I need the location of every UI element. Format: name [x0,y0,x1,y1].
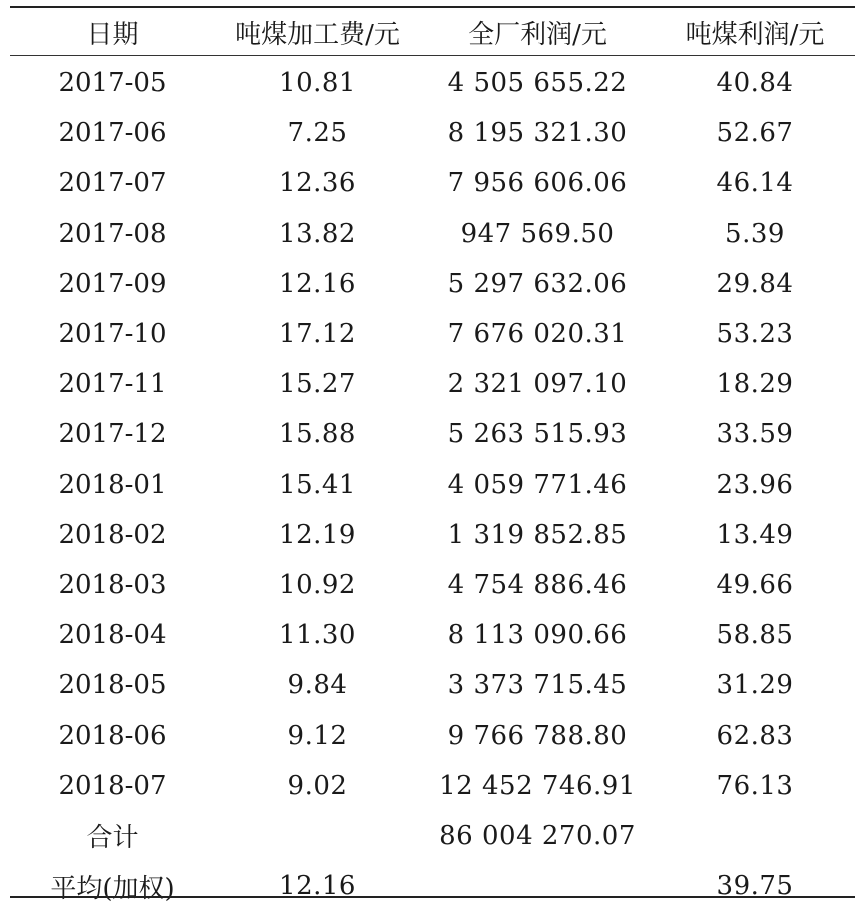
cell-plant-profit: 7 676 020.31 [447,319,628,350]
cell-plant-profit: 5 297 632.06 [447,268,628,299]
cell-processing-fee: 9.12 [287,720,348,751]
cell-processing-fee: 10.92 [279,569,356,600]
cell-plant-profit: 8 113 090.66 [447,620,628,651]
header-plant-profit: 全厂利润/元 [468,19,607,50]
cell-date: 平均(加权) [50,873,175,904]
header-profit-per-ton: 吨煤利润/元 [685,19,825,50]
cell-date: 2017-07 [58,168,167,199]
cell-date: 合计 [86,823,139,854]
cell-profit-per-ton: 5.39 [725,218,785,249]
cell-processing-fee: 12.36 [279,168,356,199]
cell-plant-profit: 8 195 321.30 [447,118,628,149]
cell-date: 2018-03 [58,569,167,600]
cell-plant-profit: 2 321 097.10 [447,369,628,400]
cell-processing-fee: 10.81 [279,68,356,99]
header-row [10,8,855,56]
cell-date: 2018-04 [58,620,167,651]
cell-processing-fee: 7.25 [287,118,348,149]
cell-processing-fee: 12.19 [279,519,356,550]
cell-plant-profit: 4 754 886.46 [447,569,628,600]
table-row [10,510,855,560]
profit-table [10,8,855,911]
header-date: 日期 [86,19,139,50]
cell-date: 2018-05 [58,670,167,701]
cell-plant-profit: 86 004 270.07 [439,820,636,851]
cell-date: 2017-05 [58,68,167,99]
table-row [10,108,855,158]
cell-profit-per-ton: 18.29 [716,369,794,400]
table-row [10,259,855,309]
cell-profit-per-ton: 39.75 [716,871,794,902]
cell-processing-fee: 12.16 [279,871,356,902]
cell-date: 2017-10 [58,319,167,350]
cell-processing-fee: 15.27 [279,369,356,400]
table-row [10,811,855,861]
table-row [10,56,855,108]
cell-profit-per-ton: 49.66 [716,569,794,600]
cell-plant-profit: 12 452 746.91 [439,770,636,801]
table-bottom-rule [10,896,855,898]
cell-plant-profit: 947 569.50 [460,218,615,249]
cell-processing-fee [215,811,420,861]
table-row [10,761,855,811]
cell-profit-per-ton: 53.23 [716,319,794,350]
table-row [10,660,855,710]
cell-date: 2018-07 [58,770,167,801]
cell-processing-fee: 9.02 [287,770,348,801]
cell-plant-profit: 5 263 515.93 [447,419,628,450]
table-row [10,710,855,760]
cell-processing-fee: 11.30 [279,620,356,651]
cell-profit-per-ton [655,811,855,861]
table-row [10,560,855,610]
cell-profit-per-ton: 62.83 [716,720,794,751]
table-row [10,460,855,510]
data-table-container [10,6,855,904]
cell-profit-per-ton: 52.67 [716,118,794,149]
cell-processing-fee: 12.16 [279,268,356,299]
cell-profit-per-ton: 33.59 [716,419,794,450]
cell-profit-per-ton: 29.84 [716,268,794,299]
table-body [10,56,855,911]
cell-date: 2018-01 [58,469,167,500]
cell-plant-profit: 3 373 715.45 [447,670,628,701]
table-row [10,409,855,459]
cell-processing-fee: 13.82 [279,218,356,249]
cell-date: 2017-08 [58,218,167,249]
cell-date: 2018-06 [58,720,167,751]
cell-date: 2017-12 [58,419,167,450]
cell-processing-fee: 15.41 [279,469,356,500]
cell-plant-profit: 4 059 771.46 [447,469,628,500]
table-row [10,359,855,409]
cell-plant-profit: 4 505 655.22 [447,68,628,99]
cell-profit-per-ton: 46.14 [716,168,794,199]
cell-date: 2017-11 [58,369,167,400]
cell-profit-per-ton: 58.85 [716,620,794,651]
cell-date: 2018-02 [58,519,167,550]
cell-profit-per-ton: 40.84 [716,68,794,99]
cell-profit-per-ton: 13.49 [716,519,794,550]
table-row [10,610,855,660]
cell-profit-per-ton: 31.29 [716,670,794,701]
cell-date: 2017-09 [58,268,167,299]
cell-processing-fee: 17.12 [279,319,356,350]
cell-profit-per-ton: 76.13 [716,770,794,801]
cell-profit-per-ton: 23.96 [716,469,794,500]
cell-plant-profit: 7 956 606.06 [447,168,628,199]
table-row [10,309,855,359]
cell-processing-fee: 9.84 [287,670,348,701]
cell-date: 2017-06 [58,118,167,149]
cell-plant-profit: 1 319 852.85 [447,519,628,550]
cell-plant-profit: 9 766 788.80 [447,720,628,751]
header-processing-fee: 吨煤加工费/元 [235,19,400,50]
cell-processing-fee: 15.88 [279,419,356,450]
table-row [10,158,855,208]
table-row [10,209,855,259]
